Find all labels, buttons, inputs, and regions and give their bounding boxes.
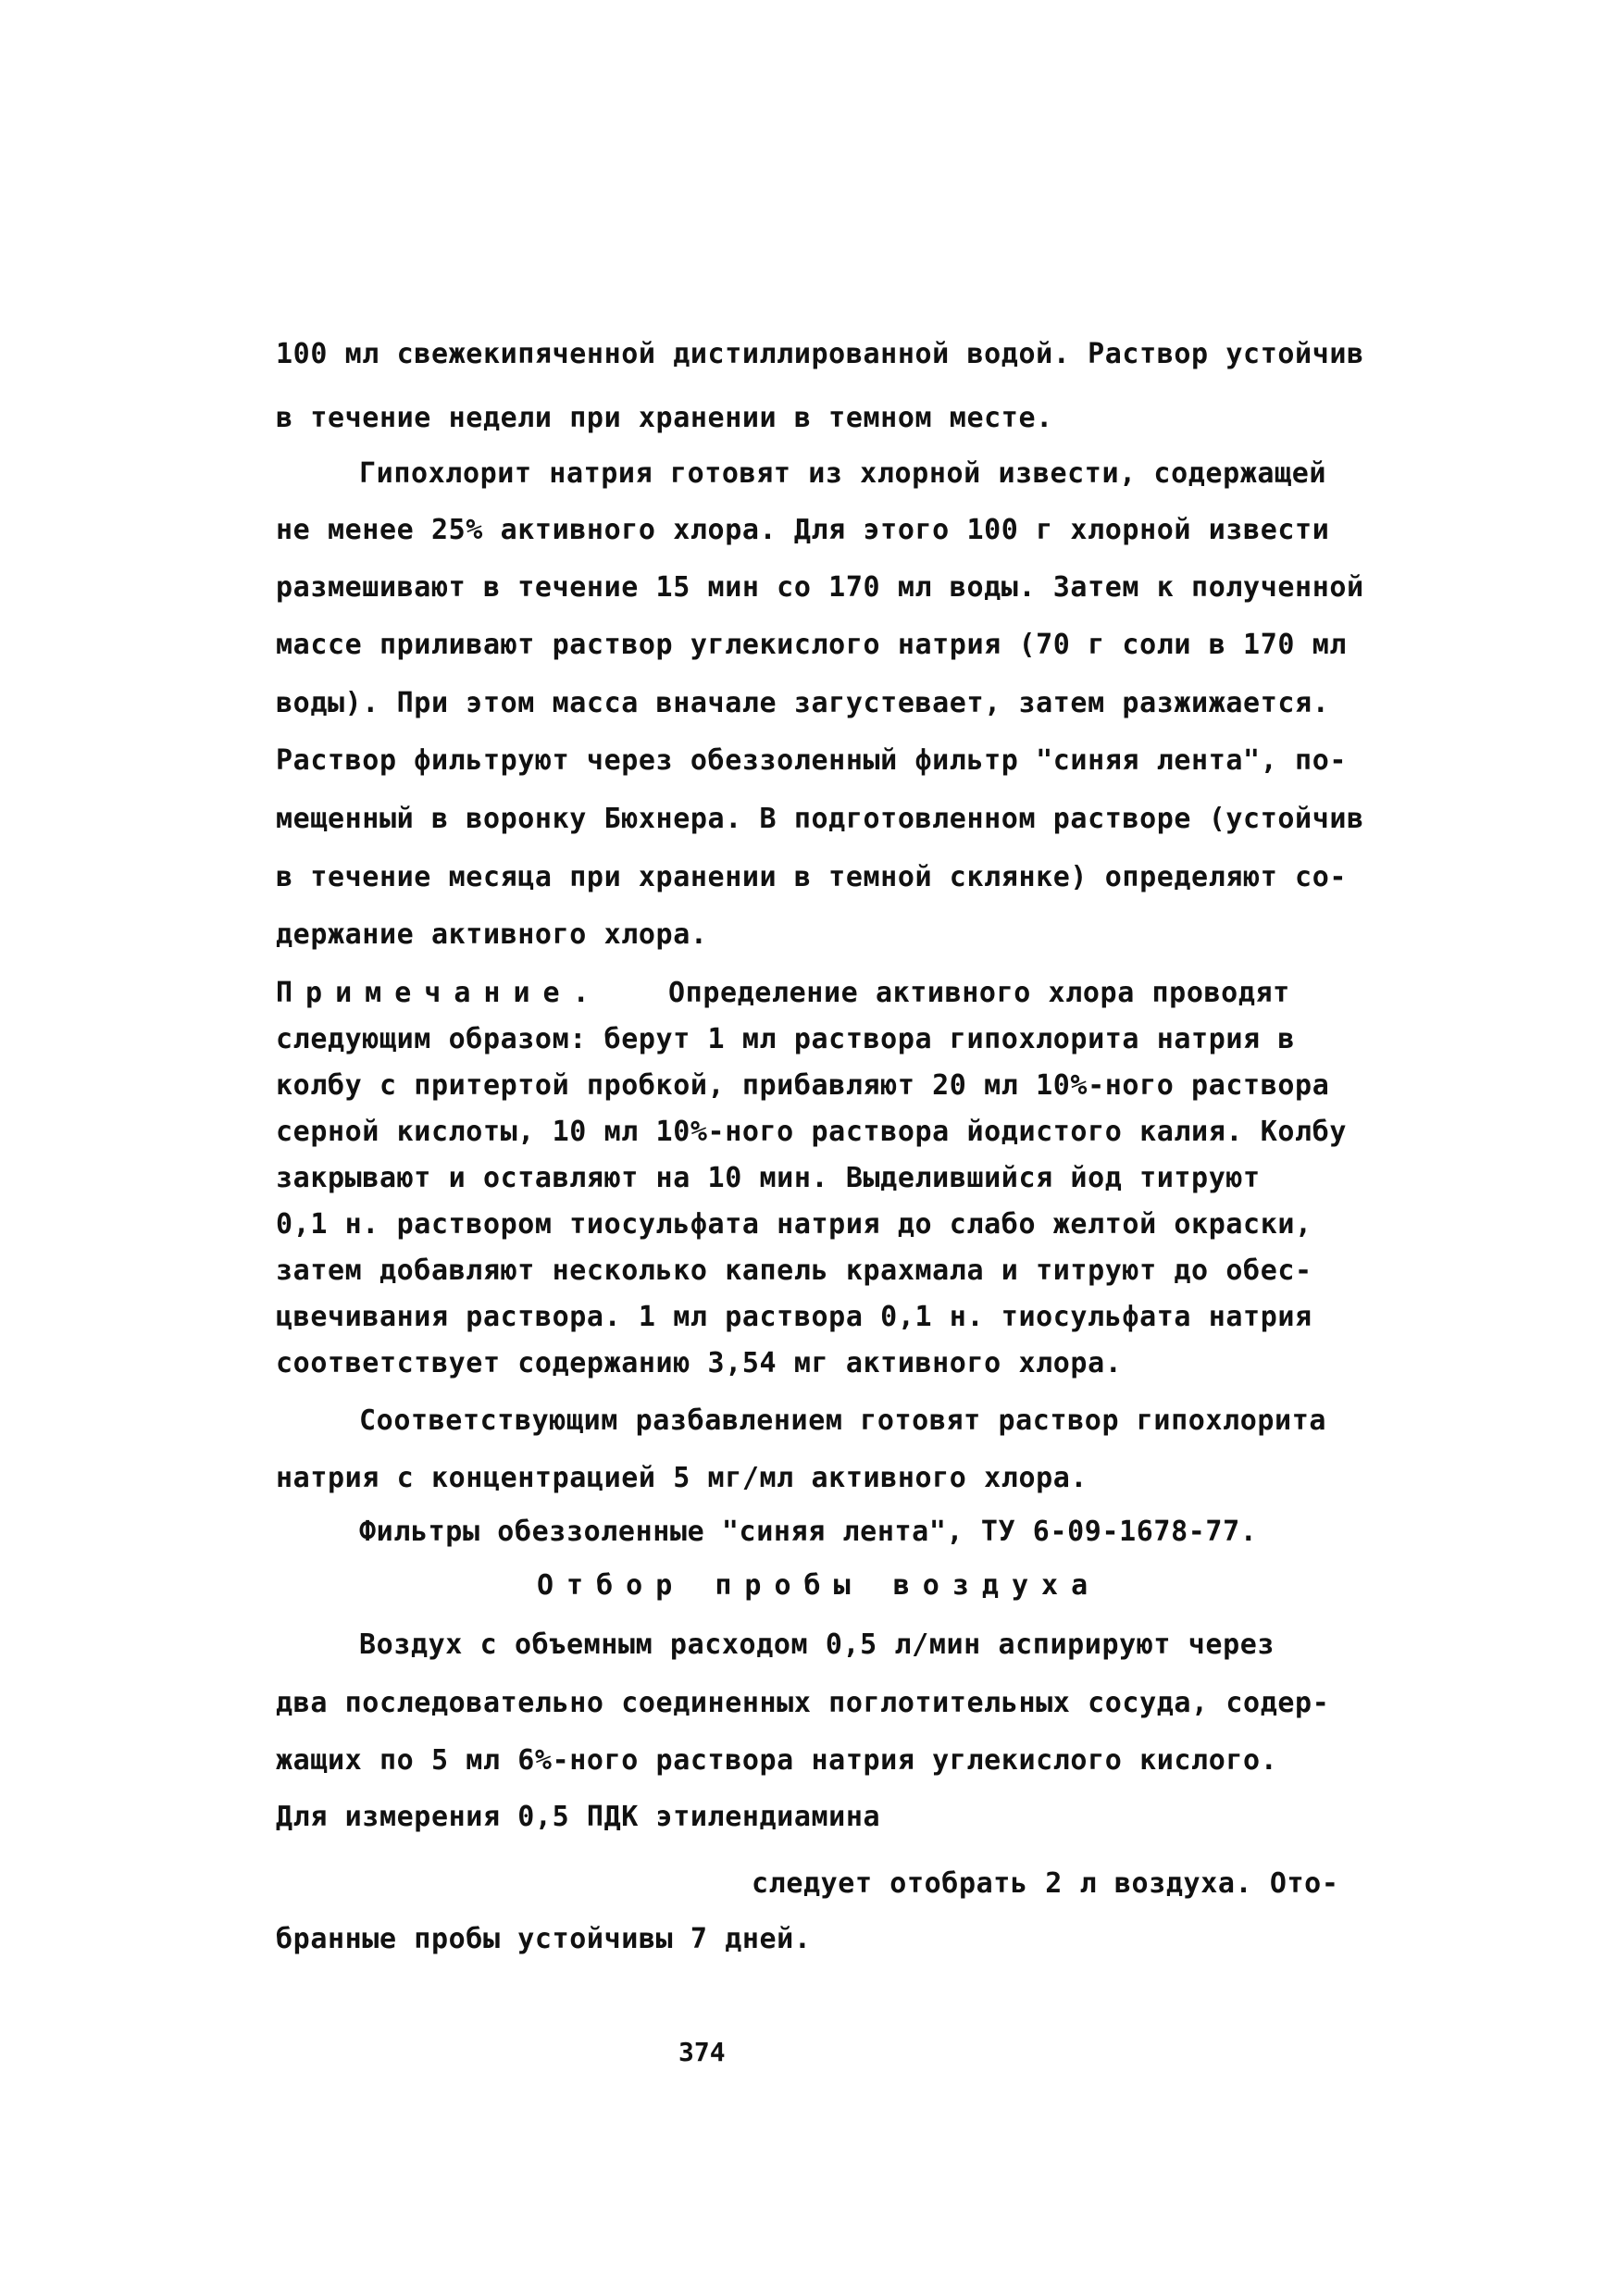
p5-line-1: Воздух с объемным расходом 0,5 л/мин аспирируют через — [359, 1628, 1275, 1661]
p2-line-9: держание активного хлора. — [276, 918, 708, 951]
note-label: Примечание. — [276, 977, 603, 1009]
note-line-8: цвечивания раствора. 1 мл раствора 0,1 н. тиосульфата натрия — [276, 1301, 1312, 1333]
p1-line-1: 100 мл свежекипяченной дистиллированной водой. Раствор устойчив — [276, 338, 1364, 370]
page-number: 374 — [678, 2037, 726, 2067]
p5-line-6: бранные пробы устойчивы 7 дней. — [276, 1923, 812, 1955]
p5-line-4: Для измерения 0,5 ПДК этилендиамина — [276, 1801, 881, 1833]
p2-line-3: размешивают в течение 15 мин со 170 мл воды. Затем к полученной — [276, 571, 1364, 604]
note-line-9: соответствует содержанию 3,54 мг активного хлора. — [276, 1347, 1123, 1379]
p2-line-6: Раствор фильтруют через обеззоленный фильтр "синяя лента", по- — [276, 744, 1348, 777]
note-line-7: затем добавляют несколько капель крахмала и титруют до обес- — [276, 1254, 1312, 1287]
note-line-5: закрывают и оставляют на 10 мин. Выделившийся йод титруют — [276, 1162, 1261, 1194]
note-line-6: 0,1 н. раствором тиосульфата натрия до слабо желтой окраски, — [276, 1208, 1312, 1241]
p2-line-5: воды). При этом масса вначале загустевает, затем разжижается. — [276, 687, 1330, 719]
p5-line-5: следует отобрать 2 л воздуха. Ото- — [752, 1867, 1339, 1900]
p4-line-1: Фильтры обеззоленные "синяя лента", ТУ 6-09-1678-77. — [359, 1516, 1258, 1548]
note-line-3: колбу с притертой пробкой, прибавляют 20 мл 10%-ного раствора — [276, 1069, 1330, 1102]
section-title: Отбор пробы воздуха — [537, 1569, 1101, 1602]
p2-line-8: в течение месяца при хранении в темной склянке) определяют со- — [276, 861, 1348, 893]
note-line-1: Определение активного хлора проводят — [668, 977, 1290, 1009]
note-line-4: серной кислоты, 10 мл 10%-ного раствора йодистого калия. Колбу — [276, 1116, 1348, 1148]
p2-line-4: массе приливают раствор углекислого натрия (70 г соли в 170 мл — [276, 629, 1348, 661]
note-line-2: следующим образом: берут 1 мл раствора гипохлорита натрия в — [276, 1023, 1296, 1055]
p1-line-2: в течение недели при хранении в темном месте. — [276, 402, 1053, 434]
p2-line-7: мещенный в воронку Бюхнера. В подготовленном растворе (устойчив — [276, 803, 1364, 835]
p2-line-2: не менее 25% активного хлора. Для этого 100 г хлорной извести — [276, 514, 1330, 546]
p5-line-3: жащих по 5 мл 6%-ного раствора натрия углекислого кислого. — [276, 1744, 1278, 1777]
p2-line-1: Гипохлорит натрия готовят из хлорной извести, содержащей — [359, 457, 1327, 490]
p3-line-2: натрия с концентрацией 5 мг/мл активного хлора. — [276, 1462, 1088, 1494]
p5-line-2: два последовательно соединенных поглотительных сосуда, содер- — [276, 1687, 1330, 1719]
p3-line-1: Соответствующим разбавлением готовят раствор гипохлорита — [359, 1404, 1327, 1437]
